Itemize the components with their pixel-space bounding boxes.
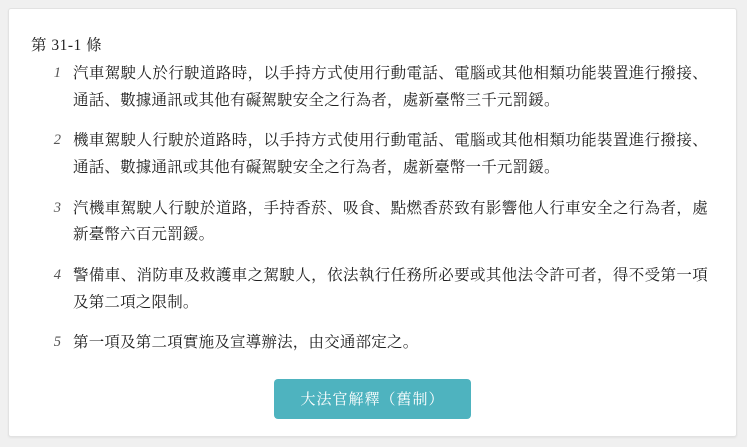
clause-number: 2 <box>53 132 61 149</box>
clause-number: 3 <box>53 199 61 216</box>
clause-number: 5 <box>53 334 61 351</box>
clause-number: 1 <box>53 65 61 81</box>
footer <box>9 379 736 419</box>
clause-text: 機車駕駛人行駛於道路時，以手持方式使用行動電話、電腦或其他相類功能裝置進行撥接、通話、數據通訊或其他有礙駕駛安全之行為者，處新臺幣一千元罰鍰。 <box>73 132 708 176</box>
clause-text: 汽車駕駛人於行駛道路時，以手持方式使用行動電話、電腦或其他相類功能裝置進行撥接、通話、數據通訊或其他有礙駕駛安全之行為者，處新臺幣三千元罰鍰。 <box>73 65 708 109</box>
list-item <box>31 61 708 114</box>
clause-list <box>9 61 736 357</box>
document-card <box>8 8 737 437</box>
clause-number: 4 <box>53 266 61 283</box>
list-item <box>31 196 708 249</box>
page-title: 第 31-1 條 <box>31 37 103 54</box>
list-item <box>31 263 708 316</box>
constitutional-ruling-button[interactable]: 大法官解釋（舊制） <box>274 379 470 419</box>
list-item <box>31 128 708 181</box>
clause-text: 汽機車駕駛人行駛於道路，手持香菸、吸食、點燃香菸致有影響他人行車安全之行為者，處新臺幣六百元罰鍰。 <box>73 199 708 244</box>
list-item <box>31 330 708 357</box>
clause-text: 警備車、消防車及救護車之駕駛人，依法執行任務所必要或其他法令許可者，得不受第一項及第二項之限制。 <box>73 266 708 311</box>
clause-text: 第一項及第二項實施及宣導辦法，由交通部定之。 <box>73 334 419 352</box>
